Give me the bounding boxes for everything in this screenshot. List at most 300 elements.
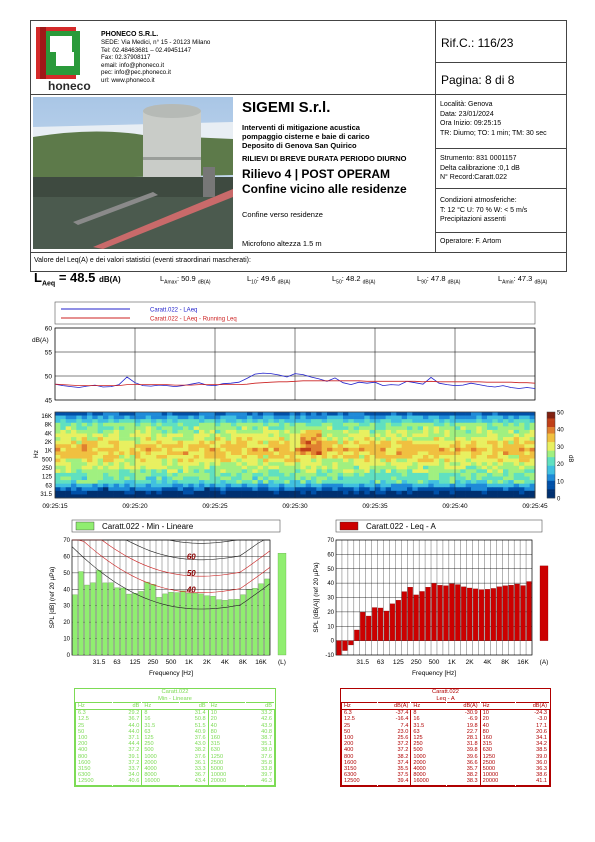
spectrogram-cell [279, 487, 285, 491]
spectrogram-cell [343, 473, 349, 477]
spectrogram-cell [55, 469, 61, 473]
spectrogram-cell [455, 423, 461, 427]
spectrogram-cell [412, 477, 418, 481]
spectrogram-cell [167, 430, 173, 434]
spectrogram-cell [375, 448, 381, 452]
spectrogram-cell [327, 480, 333, 484]
spectrogram-cell [444, 484, 450, 488]
spectrogram-cell [450, 480, 456, 484]
table-cell: 37.4 [377, 760, 411, 766]
spectrogram-cell [263, 448, 269, 452]
spectrogram-cell [220, 473, 226, 477]
spectrogram-cell [338, 419, 344, 423]
spectrogram-cell [359, 459, 365, 463]
spectrogram-cell [311, 444, 317, 448]
spectrogram-cell [92, 416, 98, 420]
spectrogram-cell [210, 473, 216, 477]
legend-label: Caratt.022 - Leq - A [366, 522, 436, 531]
spectrogram-cell [274, 423, 280, 427]
spectrogram-cell [268, 480, 274, 484]
spectrogram-cell [460, 451, 466, 455]
spectrogram-cell [492, 491, 498, 495]
spectrogram-cell [172, 441, 178, 445]
spectrogram-cell [332, 419, 338, 423]
spectrogram-cell [156, 477, 162, 481]
y-tick-label: 0 [330, 638, 334, 645]
spectrogram-cell [498, 419, 504, 423]
spectrogram-cell [167, 462, 173, 466]
spectrum-bar [205, 596, 210, 655]
spectrogram-cell [258, 477, 264, 481]
x-tick-label: 1K [185, 659, 193, 666]
spectrogram-cell [135, 448, 141, 452]
spectrogram-cell [108, 434, 114, 438]
spectrogram-cell [348, 437, 354, 441]
spectrogram-cell [258, 430, 264, 434]
spectrogram-cell [316, 416, 322, 420]
spectrogram-cell [311, 416, 317, 420]
spectrogram-cell [508, 466, 514, 470]
spectrogram-cell [156, 437, 162, 441]
spectrogram-cell [71, 430, 77, 434]
spectrogram-cell [380, 430, 386, 434]
spectrogram-cell [482, 448, 488, 452]
spectrogram-cell [258, 434, 264, 438]
spectrogram-cell [498, 477, 504, 481]
spectrogram-cell [300, 437, 306, 441]
spectrogram-cell [76, 444, 82, 448]
spectrogram-cell [130, 419, 136, 423]
colorbar-cell [547, 483, 555, 485]
stat-label: L [160, 274, 165, 283]
spectrogram-cell [130, 416, 136, 420]
spectrogram-cell [455, 491, 461, 495]
spectrogram-cell [284, 459, 290, 463]
stat-unit: dB(A) [277, 279, 291, 286]
x-tick-label: 500 [428, 659, 440, 666]
spectrogram-cell [66, 473, 72, 477]
spectrogram-cell [188, 487, 194, 491]
spectrogram-cell [226, 459, 232, 463]
y-tick-label: 60 [327, 552, 334, 559]
spectrogram-cell [524, 480, 530, 484]
spectrogram-cell [290, 412, 296, 416]
spectrogram-cell [210, 437, 216, 441]
spectrogram-cell [439, 423, 445, 427]
spectrogram-cell [284, 437, 290, 441]
spectrogram-cell [423, 484, 429, 488]
table-cell: 1600 [344, 759, 357, 766]
spectrogram-cell [167, 426, 173, 430]
spectrogram-cell [124, 416, 130, 420]
colorbar-cell [547, 418, 555, 420]
spectrogram-cell [98, 419, 104, 423]
spectrogram-cell [76, 469, 82, 473]
spectrogram-cell [71, 473, 77, 477]
spectrogram-cell [268, 477, 274, 481]
spectrogram-cell [476, 419, 482, 423]
spectrogram-cell [471, 473, 477, 477]
spectrogram-cell [220, 434, 226, 438]
spectrogram-cell [439, 459, 445, 463]
spectrogram-cell [82, 491, 88, 495]
spectrogram-cell [220, 419, 226, 423]
spectrogram-cell [487, 426, 493, 430]
spectrogram-cell [412, 412, 418, 416]
spectrogram-cell [167, 455, 173, 459]
table-cell: 250 [413, 741, 423, 748]
spectrogram-cell [98, 477, 104, 481]
spectrogram-cell [375, 434, 381, 438]
spectrogram-cell [71, 412, 77, 416]
spectrogram-cell [402, 451, 408, 455]
spectrogram-cell [76, 448, 82, 452]
spectrogram-cell [407, 455, 413, 459]
spectrogram-cell [98, 462, 104, 466]
spectrogram-cell [140, 459, 146, 463]
spectrogram-cell [231, 416, 237, 420]
spectrogram-cell [386, 444, 392, 448]
spectrogram-cell [530, 477, 536, 481]
spectrogram-cell [82, 444, 88, 448]
spectrogram-cell [268, 426, 274, 430]
table-cell: 35.8 [246, 760, 275, 766]
spectrogram-cell [530, 412, 536, 416]
info-line: Ora Inizio: 09:25:15 [440, 120, 502, 127]
spectrogram-cell [503, 480, 509, 484]
colorbar-cell [547, 451, 555, 453]
spectrogram-cell [487, 430, 493, 434]
spectrogram-cell [444, 412, 450, 416]
colorbar-cell [547, 479, 555, 481]
company-line: Fax: 02.37908117 [101, 54, 151, 62]
spectrogram-cell [455, 448, 461, 452]
spectrogram-cell [423, 455, 429, 459]
spectrogram-cell [444, 437, 450, 441]
spectrogram-cell [327, 426, 333, 430]
spectrogram-cell [418, 437, 424, 441]
table-cell: 50 [78, 728, 85, 735]
x-tick-label: 4K [483, 659, 492, 666]
spectrogram-cell [386, 441, 392, 445]
spectrogram-cell [487, 462, 493, 466]
spectrogram-cell [348, 473, 354, 477]
spectrogram-cell [343, 491, 349, 495]
spectrogram-cell [151, 462, 157, 466]
spectrogram-cell [178, 469, 184, 473]
spectrogram-cell [466, 487, 472, 491]
colorbar-tick-label: 50 [557, 410, 564, 417]
spectrogram-cell [450, 469, 456, 473]
spectrum-bar [235, 599, 240, 655]
spectrogram-cell [428, 480, 434, 484]
spectrogram-cell [428, 466, 434, 470]
spectrogram-cell [199, 441, 205, 445]
spectrogram-cell [354, 419, 360, 423]
spectrogram-cell [359, 484, 365, 488]
table-cell: 20000 [482, 778, 499, 785]
spectrogram-cell [322, 480, 328, 484]
spectrogram-cell [76, 419, 82, 423]
spectrogram-cell [215, 430, 221, 434]
spectrogram-cell [92, 451, 98, 455]
spectrogram-cell [418, 451, 424, 455]
spectrogram-cell [300, 419, 306, 423]
spectrogram-cell [386, 473, 392, 477]
spectrogram-cell [263, 480, 269, 484]
spectrogram-cell [119, 484, 125, 488]
spectrogram-cell [423, 491, 429, 495]
spectrogram-cell [130, 473, 136, 477]
spectrogram-cell [247, 491, 253, 495]
spectrogram-cell [87, 423, 93, 427]
spectrogram-cell [87, 441, 93, 445]
spectrogram-cell [210, 484, 216, 488]
spectrogram-cell [178, 455, 184, 459]
stat-sub: 90 [421, 279, 427, 286]
spectrogram-cell [231, 487, 237, 491]
spectrogram-cell [354, 473, 360, 477]
spectrogram-cell [418, 491, 424, 495]
spectrogram-cell [284, 434, 290, 438]
spectrum-bar [438, 585, 443, 640]
spectrogram-cell [82, 459, 88, 463]
spectrogram-cell [444, 487, 450, 491]
spectrogram-cell [124, 473, 130, 477]
company-line: Tel: 02.48463681 – 02.49451147 [101, 46, 192, 54]
spectrogram-cell [295, 469, 301, 473]
spectrogram-cell [279, 430, 285, 434]
spectrogram-cell [199, 469, 205, 473]
table-cell: 12500 [344, 778, 360, 785]
spectrogram-cell [167, 448, 173, 452]
spectrogram-cell [428, 419, 434, 423]
spectrogram-cell [348, 462, 354, 466]
site-info [440, 100, 547, 138]
spectrogram-cell [119, 469, 125, 473]
x-tick-label: (L) [278, 659, 286, 666]
table-cell: 20000 [210, 778, 227, 785]
spectrogram-cell [60, 434, 66, 438]
spectrogram-cell [327, 430, 333, 434]
table-cell: 36.1 [179, 760, 208, 766]
spectrogram-cell [167, 451, 173, 455]
spectrogram-cell [428, 487, 434, 491]
project-line: Interventi di mitigazione acustica [242, 123, 360, 132]
spectrogram-cell [60, 444, 66, 448]
spectrogram-cell [508, 451, 514, 455]
spectrogram-cell [455, 437, 461, 441]
table-cell: 35.5 [377, 766, 411, 772]
spectrogram-cell [76, 437, 82, 441]
spectrogram-cell [338, 448, 344, 452]
spectrogram-cell [455, 455, 461, 459]
table-cell: 31.4 [179, 710, 208, 717]
spectrogram-cell [503, 426, 509, 430]
spectrogram-cell [92, 480, 98, 484]
spectrogram-cell [146, 459, 152, 463]
spectrogram-cell [290, 462, 296, 466]
spectrogram-cell [487, 455, 493, 459]
spectrogram-cell [407, 441, 413, 445]
spectrogram-cell [268, 484, 274, 488]
spectrogram-cell [428, 484, 434, 488]
spectrogram-cell [322, 491, 328, 495]
spectrogram-cell [119, 473, 125, 477]
spectrogram-cell [188, 477, 194, 481]
spectrogram-cell [498, 423, 504, 427]
spectrogram-cell [135, 434, 141, 438]
spectrogram-cell [268, 459, 274, 463]
spectrogram-cell [204, 477, 210, 481]
table-header-cell: dB [179, 703, 208, 710]
y-tick-label: 30 [327, 595, 334, 602]
spectrogram-cell [130, 491, 136, 495]
spectrogram-cell [498, 426, 504, 430]
spectrogram-cell [530, 484, 536, 488]
spectrogram-cell [215, 487, 221, 491]
spectrogram-cell [316, 419, 322, 423]
x-tick-label: 09:25:15 [42, 503, 68, 510]
spectrogram-cell [172, 462, 178, 466]
spectrogram-cell [380, 423, 386, 427]
table-cell: 5000 [210, 766, 224, 773]
spectrogram-cell [194, 487, 200, 491]
spectrogram-cell [338, 412, 344, 416]
spectrogram-cell [290, 437, 296, 441]
colorbar-cell [547, 444, 555, 446]
table-cell: 2000 [144, 759, 157, 766]
spectrogram-cell [178, 491, 184, 495]
spectrogram-cell [503, 419, 509, 423]
spectrogram-cell [167, 412, 173, 416]
x-tick-label: 2K [465, 659, 474, 666]
table-cell: 16 [144, 716, 151, 723]
spectrogram-cell [172, 455, 178, 459]
spectrogram-cell [98, 441, 104, 445]
y-tick-label: 20 [327, 609, 334, 616]
spectrogram-cell [71, 487, 77, 491]
spectrogram-cell [380, 462, 386, 466]
spectrogram-cell [295, 416, 301, 420]
spectrogram-cell [103, 477, 109, 481]
spectrogram-cell [514, 484, 520, 488]
spectrogram-cell [295, 441, 301, 445]
spectrum-bar [503, 586, 508, 641]
spectrogram-cell [199, 434, 205, 438]
spectrogram-cell [156, 448, 162, 452]
spectrogram-cell [98, 487, 104, 491]
spectrogram-cell [338, 462, 344, 466]
spectrogram-cell [284, 426, 290, 430]
spectrogram-cell [279, 459, 285, 463]
spectrogram-cell [146, 437, 152, 441]
spectrogram-cell [108, 466, 114, 470]
spectrogram-cell [354, 455, 360, 459]
spectrogram-cell [396, 455, 402, 459]
spectrogram-cell [412, 434, 418, 438]
spectrogram-cell [348, 477, 354, 481]
spectrogram-cell [492, 444, 498, 448]
table-cell: 44.0 [113, 723, 142, 729]
spectrogram-cell [162, 423, 168, 427]
spectrogram-cell [55, 477, 61, 481]
spectrogram-cell [524, 455, 530, 459]
spectrogram-cell [418, 448, 424, 452]
spectrogram-cell [236, 462, 242, 466]
spectrogram-cell [359, 444, 365, 448]
spectrogram-cell [311, 434, 317, 438]
spectrogram-cell [423, 423, 429, 427]
stat-unit: dB(A) [534, 279, 548, 286]
spectrogram-cell [503, 451, 509, 455]
spectrogram-cell [524, 423, 530, 427]
spectrogram-cell [348, 487, 354, 491]
spectrogram-cell [364, 477, 370, 481]
spectrogram-cell [76, 423, 82, 427]
spectrum-bar [127, 594, 132, 655]
spectrogram-cell [60, 455, 66, 459]
y-tick-label: 45 [44, 397, 52, 405]
spectrogram-cell [391, 423, 397, 427]
spectrogram-cell [284, 416, 290, 420]
spectrogram-cell [284, 419, 290, 423]
spectrogram-cell [364, 462, 370, 466]
spectrogram-cell [514, 477, 520, 481]
stat-l90 [417, 274, 460, 286]
spectrogram-cell [322, 437, 328, 441]
spectrogram-cell [370, 437, 376, 441]
spectrogram-cell [252, 487, 258, 491]
info-line: Strumento: 831 0001157 [440, 155, 517, 162]
spectrogram-cell [306, 484, 312, 488]
spectrogram-cell [364, 466, 370, 470]
spectrogram-cell [140, 480, 146, 484]
table-cell: 31.5 [413, 722, 425, 729]
spectrogram-cell [194, 412, 200, 416]
spectrogram-cell [450, 437, 456, 441]
spectrogram-cell [530, 455, 536, 459]
spectrogram-cell [412, 426, 418, 430]
spectrogram-cell [482, 477, 488, 481]
spectrogram-cell [434, 473, 440, 477]
table-cell: 20.6 [516, 729, 550, 735]
spectrogram-cell [151, 416, 157, 420]
spectrogram-cell [204, 473, 210, 477]
spectrogram-cell [519, 491, 525, 495]
spectrogram-cell [354, 416, 360, 420]
spectrogram-cell [322, 448, 328, 452]
spectrogram-cell [247, 469, 253, 473]
company-details [101, 39, 210, 85]
spectrogram-cell [519, 459, 525, 463]
spectrogram-cell [375, 451, 381, 455]
spectrogram-cell [498, 484, 504, 488]
spectrogram-cell [455, 484, 461, 488]
spectrogram-cell [439, 473, 445, 477]
spectrogram-cell [103, 484, 109, 488]
spectrogram-cell [76, 412, 82, 416]
spectrogram-cell [55, 448, 61, 452]
x-tick-label: 63 [113, 659, 121, 666]
spectrogram-cell [418, 473, 424, 477]
spectrogram-cell [156, 469, 162, 473]
table-cell: 37.5 [377, 772, 411, 778]
spectrogram-cell [103, 430, 109, 434]
spectrogram-cell [172, 434, 178, 438]
spectrogram-cell [412, 455, 418, 459]
spectrogram-cell [87, 477, 93, 481]
